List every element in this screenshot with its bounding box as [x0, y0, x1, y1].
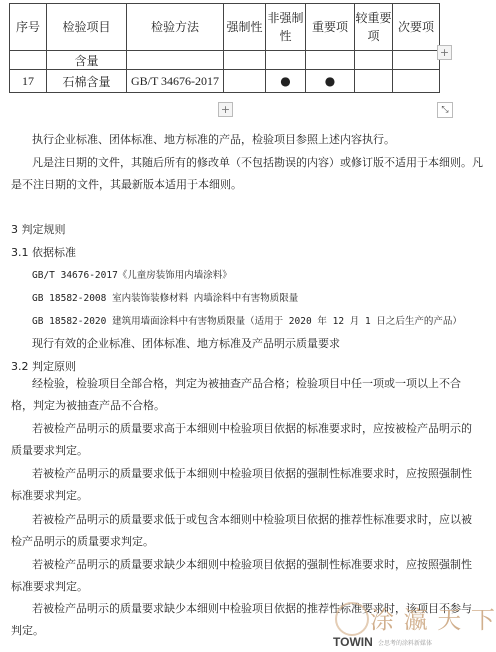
- table-header-row: [10, 4, 440, 51]
- watermark-brand: 涂 瀛 天 下: [370, 606, 496, 634]
- table-resize-handle[interactable]: ⤡: [437, 102, 453, 118]
- principle-6: 若被检产品明示的质量要求缺少本细则中检验项目依据的推荐性标准要求时，该项目不参与判定。: [11, 602, 472, 637]
- standard-4: 现行有效的企业标准、团体标准、地方标准及产品明示质量要求: [32, 337, 340, 350]
- table-row: [10, 70, 440, 93]
- cell-method: GB/T 34676-2017: [127, 70, 224, 93]
- principle-4: 若被检产品明示的质量要求低于或包含本细则中检验项目依据的推荐性标准要求时，应以被检产品明示的质量要求判定。: [11, 513, 472, 548]
- watermark-tagline: 会思考的涂料新媒体: [378, 640, 433, 647]
- table-row: [10, 51, 440, 70]
- exec-note: 执行企业标准、团体标准、地方标准的产品，检验项目参照上述内容执行。: [32, 133, 395, 146]
- inspection-table: [9, 3, 440, 93]
- header-method: 检验方法: [127, 4, 224, 51]
- cell-no: [10, 51, 47, 70]
- header-mandatory: 强制性: [224, 4, 266, 51]
- cell-method: [127, 51, 224, 70]
- cell-important: ●: [306, 70, 355, 93]
- cell-mandatory: [224, 51, 266, 70]
- section-31-heading: 3.1 依据标准: [11, 246, 76, 259]
- header-fairly-important: 较重要项: [355, 4, 393, 51]
- cell-item: 含量: [47, 51, 127, 70]
- add-column-button[interactable]: +: [437, 45, 452, 60]
- watermark-seal-icon: [335, 602, 369, 636]
- principle-3: 若被检产品明示的质量要求低于本细则中检验项目依据的强制性标准要求时，应按照强制性标准要求判定。: [11, 467, 472, 502]
- standard-2: GB 18582-2008 室内装饰装修材料 内墙涂料中有害物质限量: [32, 293, 299, 304]
- standard-1: GB/T 34676-2017《儿童房装饰用内墙涂料》: [32, 270, 232, 281]
- dated-note-line2: 是不注日期的文件，其最新版本适用于本细则。: [11, 178, 242, 191]
- cell-minor: [393, 51, 440, 70]
- cell-non-mandatory: ●: [266, 70, 306, 93]
- cell-no: 17: [10, 70, 47, 93]
- cell-minor: [393, 70, 440, 93]
- watermark-logo: TOWIN: [333, 635, 373, 649]
- principle-2: 若被检产品明示的质量要求高于本细则中检验项目依据的标准要求时，应按被检产品明示的质量要求判定。: [11, 422, 472, 457]
- header-item: 检验项目: [47, 4, 127, 51]
- header-non-mandatory: 非强制性: [266, 4, 306, 51]
- standard-3: GB 18582-2020 建筑用墙面涂料中有害物质限量（适用于 2020 年 12 月 1 日之后生产的产品）: [32, 316, 462, 327]
- dated-note-line1: 凡是注日期的文件，其随后所有的修改单（不包括勘误的内容）或修订版不适用于本细则。凡: [32, 156, 483, 169]
- principle-5: 若被检产品明示的质量要求缺少本细则中检验项目依据的强制性标准要求时，应按照强制性标准要求判定。: [11, 558, 472, 593]
- header-no: 序号: [10, 4, 47, 51]
- section-3-heading: 3 判定规则: [11, 223, 66, 236]
- cell-fairly-important: [355, 51, 393, 70]
- cell-fairly-important: [355, 70, 393, 93]
- principle-1: 经检验，检验项目全部合格，判定为被抽查产品合格；检验项目中任一项或一项以上不合格，判定为被抽查产品不合格。: [11, 377, 461, 412]
- cell-important: [306, 51, 355, 70]
- cell-mandatory: [224, 70, 266, 93]
- add-row-button[interactable]: +: [218, 102, 233, 117]
- header-important: 重要项: [306, 4, 355, 51]
- cell-item: 石棉含量: [47, 70, 127, 93]
- section-32-heading: 3.2 判定原则: [11, 360, 76, 373]
- header-minor: 次要项: [393, 4, 440, 51]
- cell-non-mandatory: [266, 51, 306, 70]
